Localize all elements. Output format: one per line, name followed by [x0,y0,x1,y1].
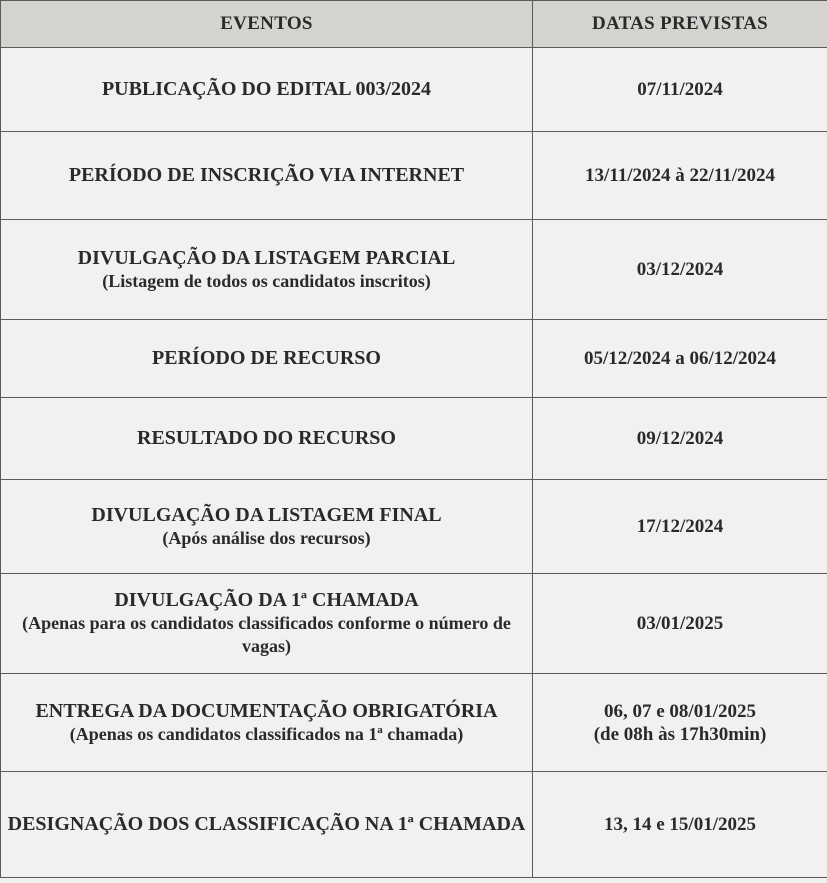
table-row [1,220,827,320]
table-row [1,480,827,574]
event-cell [1,480,533,574]
event-cell [1,320,533,398]
event-cell [1,48,533,132]
date-cell [533,132,827,220]
date-cell [533,320,827,398]
event-cell [1,772,533,878]
table-row [1,398,827,480]
header-dates: DATAS PREVISTAS [533,1,827,48]
event-cell [1,398,533,480]
event-title: PERÍODO DE RECURSO [152,347,381,369]
event-cell [1,574,533,674]
event-cell [1,132,533,220]
event-date: 03/12/2024 [636,259,724,280]
event-note: (Após análise dos recursos) [162,527,371,548]
date-cell [533,480,827,574]
event-title: ENTREGA DA DOCUMENTAÇÃO OBRIGATÓRIA [35,699,498,722]
event-date: 07/11/2024 [637,79,723,100]
table-row [1,132,827,220]
event-date: 13/11/2024 à 22/11/2024 [584,165,776,186]
event-cell [1,674,533,772]
date-cell [533,220,827,320]
header-events: EVENTOS [1,1,533,48]
event-title: RESULTADO DO RECURSO [137,427,396,449]
table-row [1,48,827,132]
event-date: 05/12/2024 a 06/12/2024 [583,348,777,369]
event-title: PUBLICAÇÃO DO EDITAL 003/2024 [101,78,432,100]
event-date: 06, 07 e 08/01/2025 [604,700,756,722]
event-title: DIVULGAÇÃO DA LISTAGEM FINAL [91,503,442,526]
table-row [1,574,827,674]
table-row [1,320,827,398]
table-row [1,674,827,772]
event-title: PERÍODO DE INSCRIÇÃO VIA INTERNET [68,164,465,186]
event-note: (Listagem de todos os candidatos inscritos) [102,270,431,291]
event-date: 09/12/2024 [636,428,724,449]
event-note: (Apenas os candidatos classificados na 1ª chamada) [69,723,464,744]
event-cell [1,220,533,320]
date-cell [533,398,827,480]
event-note: (Apenas para os candidatos classificados conforme o número de vagas) [22,613,511,656]
event-date-note: (de 08h às 17h30min) [593,723,767,745]
event-title: DESIGNAÇÃO DOS CLASSIFICAÇÃO NA 1ª CHAMADA [7,813,526,835]
event-date: 13, 14 e 15/01/2025 [604,814,756,835]
event-date: 17/12/2024 [636,516,724,537]
date-cell [533,48,827,132]
date-cell [533,574,827,674]
table-row [1,772,827,878]
table-header-row [1,1,827,48]
date-cell [533,772,827,878]
date-cell [533,674,827,772]
event-date: 03/01/2025 [636,613,724,634]
event-title: DIVULGAÇÃO DA 1ª CHAMADA [114,589,419,611]
event-title: DIVULGAÇÃO DA LISTAGEM PARCIAL [77,246,456,269]
